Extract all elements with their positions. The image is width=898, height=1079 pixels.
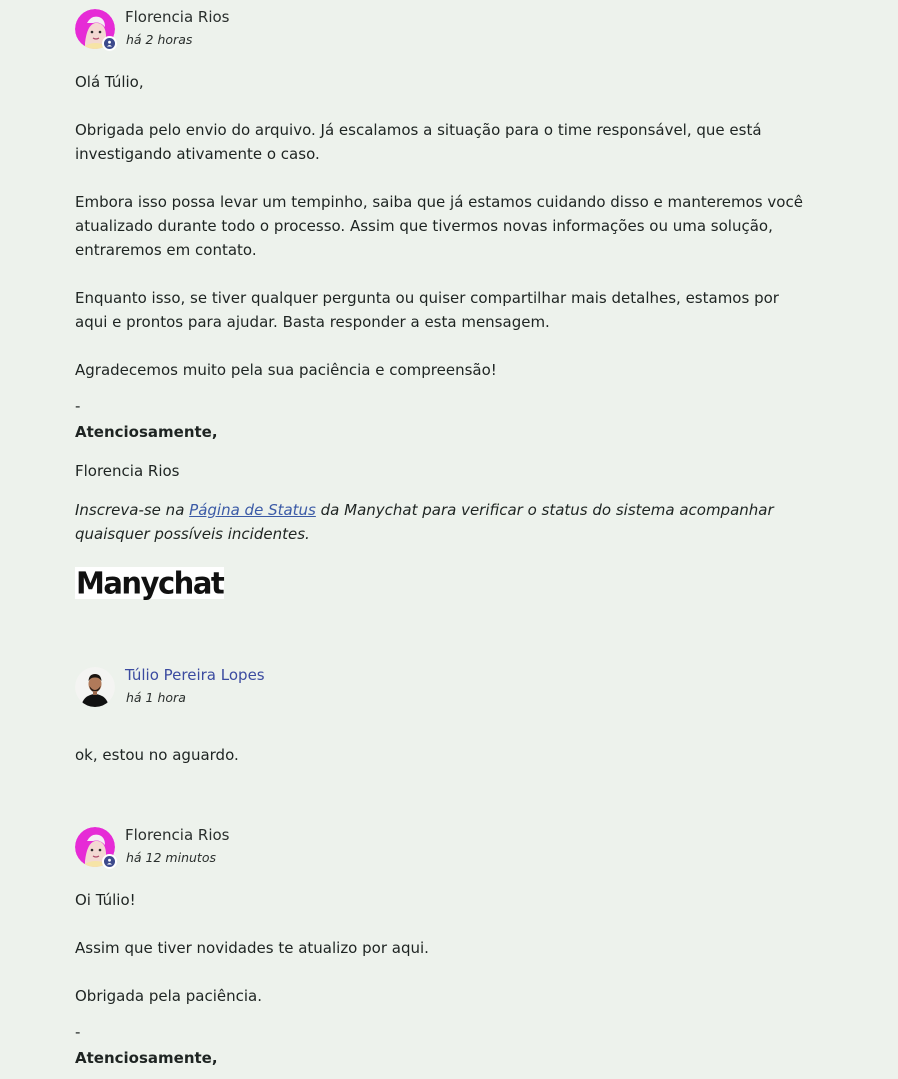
logo-wrap	[75, 567, 835, 599]
message-timestamp: há 1 hora	[126, 690, 186, 705]
paragraph: Agradecemos muito pela sua paciência e compreensão!	[75, 361, 497, 379]
message-customer-1	[75, 667, 835, 767]
author-name[interactable]: Florencia Rios	[125, 8, 230, 26]
message-body	[75, 743, 835, 767]
paragraph-line: Enquanto isso, se tiver qualquer pergunta ou quiser compartilhar mais detalhes, estamos por	[75, 289, 779, 307]
paragraph-line: Obrigada pelo envio do arquivo. Já escalamos a situação para o time responsável, que está	[75, 121, 762, 139]
paragraph-line: atualizado durante todo o processo. Assim que tivermos novas informações ou uma solução,	[75, 217, 773, 235]
paragraph-line: investigando ativamente o caso.	[75, 145, 320, 163]
status-note	[75, 498, 835, 546]
paragraph-line: Embora isso possa levar um tempinho, saiba que já estamos cuidando disso e manteremos você	[75, 193, 803, 211]
signoff: Atenciosamente,	[75, 1049, 218, 1067]
message-header	[75, 827, 835, 873]
paragraph-line: entraremos em contato.	[75, 241, 257, 259]
message-header	[75, 667, 835, 713]
manychat-logo	[75, 567, 224, 599]
message-text: ok, estou no aguardo.	[75, 746, 239, 764]
status-prefix: Inscreva-se na	[75, 501, 190, 519]
paragraph	[75, 286, 835, 334]
separator-dash: -	[75, 397, 81, 415]
message-agent-2	[75, 827, 835, 1070]
message-body	[75, 888, 835, 1070]
message-timestamp: há 12 minutos	[126, 850, 216, 865]
status-line-2: quaisquer possíveis incidentes.	[75, 525, 310, 543]
greeting: Olá Túlio,	[75, 73, 144, 91]
greeting: Oi Túlio!	[75, 891, 136, 909]
signoff: Atenciosamente,	[75, 423, 218, 441]
author-name[interactable]: Florencia Rios	[125, 826, 230, 844]
paragraph	[75, 118, 835, 166]
separator-dash: -	[75, 1023, 81, 1041]
paragraph: Assim que tiver novidades te atualizo por aqui.	[75, 939, 429, 957]
message-agent-1	[75, 9, 835, 599]
message-header	[75, 9, 835, 55]
paragraph	[75, 190, 835, 262]
author-name[interactable]: Túlio Pereira Lopes	[125, 666, 265, 684]
signature: Florencia Rios	[75, 462, 180, 480]
customer-avatar[interactable]	[75, 667, 115, 707]
status-suffix: da Manychat para verificar o status do sistema acompanhar	[315, 501, 774, 519]
paragraph: Obrigada pela paciência.	[75, 987, 262, 1005]
manychat-logo-text: Manychat	[76, 565, 224, 601]
agent-badge-icon	[102, 854, 117, 869]
agent-badge-icon	[102, 36, 117, 51]
message-body	[75, 70, 835, 599]
message-timestamp: há 2 horas	[126, 32, 193, 47]
paragraph-line: aqui e prontos para ajudar. Basta responder a esta mensagem.	[75, 313, 550, 331]
status-page-link[interactable]: Página de Status	[189, 501, 316, 519]
